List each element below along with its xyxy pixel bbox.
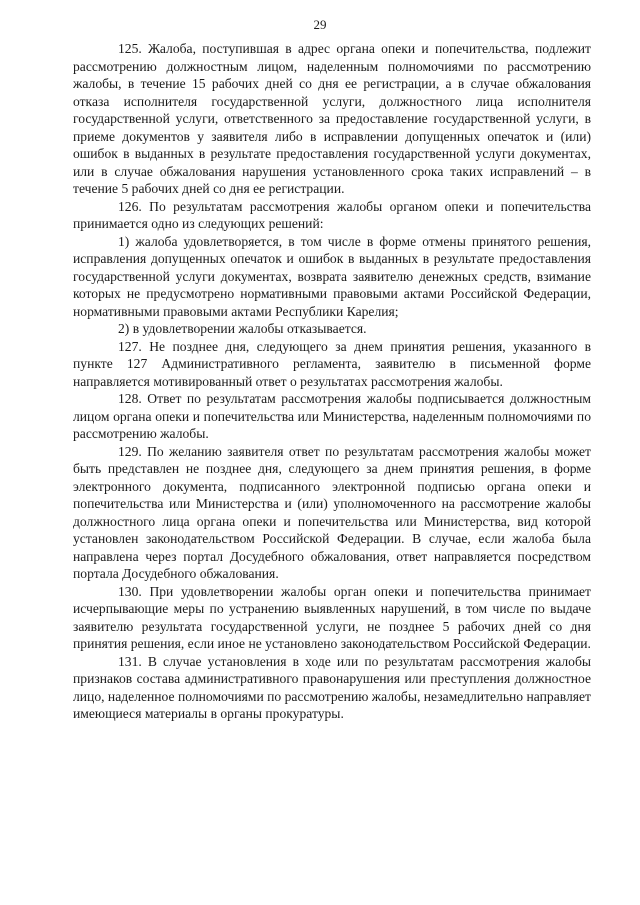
paragraph-126: 126. По результатам рассмотрения жалобы органом опеки и попечительства принимается одно из следующих решений:	[73, 198, 591, 231]
document-body	[73, 40, 591, 723]
paragraph-130: 130. При удовлетворении жалобы орган опеки и попечительства принимает исчерпывающие меры по устранению выявленных нарушений, в том числе по выдаче заявителю результата государственной услуги, не позднее 5 рабочих дней со дня принятия решения, если иное не установлено законодательством Российской Федерации.	[73, 583, 591, 651]
paragraph-129: 129. По желанию заявителя ответ по результатам рассмотрения жалобы может быть представлен не позднее дня, следующего за днем принятия решения, в форме электронного документа, подписанного электронной подписью органа опеки и попечительства или Министерства и (или) уполномоченного на рассмотрение жалобы должностного лица органа опеки и попечительства или Министерства, вид которой установлен законодательством Российской Федерации. В случае, если жалоба была направлена через портал Досудебного обжалования, ответ направляется посредством портала Досудебного обжалования.	[73, 443, 591, 581]
paragraph-128: 128. Ответ по результатам рассмотрения жалобы подписывается должностным лицом органа опеки и попечительства или Министерства, наделенным полномочиями по рассмотрению жалобы.	[73, 391, 591, 441]
list-item-2: 2) в удовлетворении жалобы отказывается.	[118, 321, 367, 336]
paragraph-131: 131. В случае установления в ходе или по результатам рассмотрения жалобы признаков состава административного правонарушения или преступления должностное лицо, наделенное полномочиями по рассмотрению жалобы, незамедлительно направляет имеющиеся материалы в органы прокуратуры.	[73, 653, 591, 721]
page-number: 29	[313, 17, 327, 32]
paragraph-127: 127. Не позднее дня, следующего за днем принятия решения, указанного в пункте 127 Административного регламента, заявителю в письменной форме направляется мотивированный ответ о результатах рассмотрения жалобы.	[73, 338, 591, 389]
list-item-1: 1) жалоба удовлетворяется, в том числе в форме отмены принятого решения, исправления допущенных опечаток и ошибок в выданных в результате предоставления государственной услуги документах, возврата заявителю денежных средств, взимание которых не предусмотрено нормативными правовыми актами Российской Федерации, нормативными правовыми актами Республики Карелия;	[73, 233, 591, 319]
paragraph-125: 125. Жалоба, поступившая в адрес органа опеки и попечительства, подлежит рассмотрению должностным лицом, наделенным полномочиями по рассмотрению жалобы, в течение 15 рабочих дней со дня ее регистрации, а в случае обжалования отказа исполнителя государственной услуги, должностного лица исполнителя государственной услуги, ответственного за предоставление государственной услуги, в приеме документов у заявителя либо в исправлении допущенных опечаток и (или) ошибок в выданных в результате предоставления государственной услуги документах, или в случае обжалования нарушения установленного срока таких исправлений – в течение 5 рабочих дней со дня ее регистрации.	[73, 41, 591, 196]
